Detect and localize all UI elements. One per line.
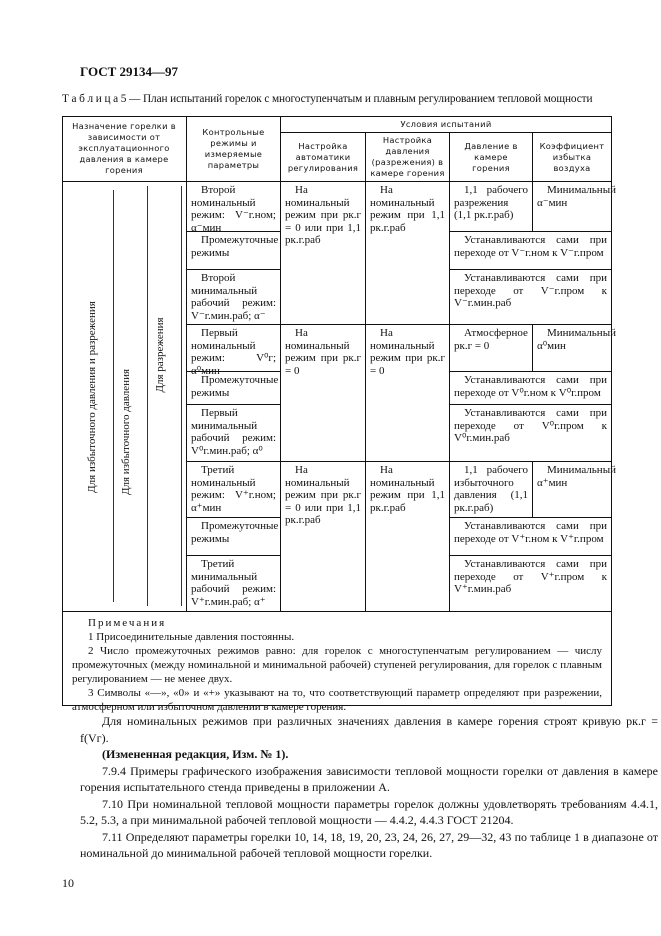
page-number: 10 (62, 876, 74, 890)
minimal-conditions-cell: Устанавливаются сами при переходе от V⁰г.пром к V⁰г.мин.раб (450, 405, 612, 462)
intermediate-conditions-cell: Устанавливаются сами при переходе от V⁻г.ном к V⁻г.пром (450, 232, 612, 270)
header-automation: Настройка автоматики регулирования (281, 133, 366, 182)
header-pressure-setting: Настройка давления (разрежения) в камере горения (366, 133, 450, 182)
document-header: ГОСТ 29134—97 (80, 64, 179, 79)
note: 1 Присоединительные давления постоянны. (88, 631, 295, 643)
intermediate-conditions-cell: Устанавливаются сами при переходе от V⁰г.ном к V⁰г.пром (450, 372, 612, 405)
minimal-conditions-cell: Устанавливаются сами при переходе от V⁻г.пром к V⁻г.мин.раб (450, 270, 612, 325)
table-notes (62, 612, 612, 713)
air-excess-cell: Минимальный α⁺мин (533, 462, 612, 518)
table-caption: Т а б л и ц а 5 — План испытаний горелок с многоступенчатым и плавным регулированием тепловой мощности (62, 93, 593, 105)
mode-cell: Второй минимальный рабочий режим: V⁻г.мин.раб; α⁻ (187, 270, 281, 325)
header-air-excess: Коэффициент избытка воздуха (533, 133, 612, 182)
chamber-pressure-cell: 1,1 рабочего избыточного давления (1,1 pк.г.раб) (450, 462, 533, 518)
paragraph-7-11: 7.11 Определяют параметры горелки 10, 14, 18, 19, 20, 23, 24, 26, 27, 29—32, 43 по таблице 1 в диапазоне от номинальной до минимальной рабочей тепловой мощности горелки. (80, 829, 658, 860)
group-label-overpressure: Для избыточного давления (120, 368, 132, 496)
paragraph-7-9-4: 7.9.4 Примеры графического изображения зависимости тепловой мощности горелки от давления в камере горения испытательного стенда приведены в приложении А. (80, 763, 658, 794)
header-chamber-pressure: Давление в камере горения (450, 133, 533, 182)
group-label-overpressure-and-vacuum: Для избыточного давления и разрежения (86, 301, 98, 493)
mode-cell: Второй номинальный режим: V⁻г.ном; α⁻мин (187, 182, 281, 232)
mode-cell: Первый минимальный рабочий режим: V⁰г.мин.раб; α⁰ (187, 405, 281, 462)
paragraph-7-10: 7.10 При номинальной тепловой мощности параметры горелок должны удовлетворять требованиям 4.4.1, 5.2, 5.3, а при минимальной рабочей тепловой мощности — 4.4.2, 4.4.3 ГОСТ 21204. (80, 796, 658, 827)
chamber-pressure-cell: 1,1 рабочего разрежения (1,1 pк.г.раб) (450, 182, 533, 232)
notes-title: Примечания (88, 617, 167, 629)
note: 2 Число промежуточных режимов равно: для горелок с многоступенчатым регулированием — числу промежуточных (между номинальной и минимальной рабочей) ступеней регулирования, для горелок с плавным регулированием — не менее двух. (72, 645, 602, 685)
intermediate-conditions-cell: Устанавливаются сами при переходе от V⁺г.ном к V⁺г.пром (450, 518, 612, 556)
amendment-note: (Измененная редакция, Изм. № 1). (102, 747, 289, 761)
mode-cell: Третий минимальный рабочий режим: V⁺г.мин.раб; α⁺ (187, 556, 281, 612)
paragraph: Для номинальных режимов при различных значениях давления в камере горения строят кривую pк.г = f(Vг). (80, 714, 658, 745)
mode-cell: Третий номинальный режим: V⁺г.ном; α⁺мин (187, 462, 281, 518)
header-purpose: Назначение горелки в зависимости от эксплуатационного давления в камере горения (62, 116, 187, 182)
automation-cell: На номинальный режим при pк.г = 0 или при 1,1 pк.г.раб (281, 462, 366, 612)
minimal-conditions-cell: Устанавливаются сами при переходе от V⁺г.пром к V⁺г.мин.раб (450, 556, 612, 612)
group-label-vacuum: Для разрежения (154, 317, 166, 393)
mode-cell: Промежуточные режимы (187, 372, 281, 405)
body-text (80, 713, 658, 862)
mode-cell: Промежуточные режимы (187, 518, 281, 556)
automation-cell: На номинальный режим при pк.г = 0 (281, 325, 366, 462)
pressure-setting-cell: На номинальный режим при 1,1 pк.г.раб (366, 182, 450, 325)
mode-cell: Промежуточные режимы (187, 232, 281, 270)
chamber-pressure-cell: Атмосферное pк.г = 0 (450, 325, 533, 372)
pressure-setting-cell: На номинальный режим при pк.г = 0 (366, 325, 450, 462)
header-conditions: Условия испытаний (281, 116, 612, 133)
note: 3 Символы «—», «0» и «+» указывают на то, что соответствующий параметр определяют при разрежении, атмосферном или избыточном давлении в камере горения. (72, 687, 602, 713)
automation-cell: На номинальный режим при pк.г = 0 или при 1,1 pк.г.раб (281, 182, 366, 325)
bracket (147, 186, 148, 606)
mode-cell: Первый номинальный режим: V⁰г; α⁰мин (187, 325, 281, 372)
air-excess-cell: Минимальный α⁰мин (533, 325, 612, 372)
pressure-setting-cell: На номинальный режим при 1,1 pк.г.раб (366, 462, 450, 612)
air-excess-cell: Минимальный α⁻мин (533, 182, 612, 232)
bracket (113, 190, 114, 602)
bracket (181, 186, 182, 606)
header-modes: Контрольные режимы и измеряемые параметры (187, 116, 281, 182)
